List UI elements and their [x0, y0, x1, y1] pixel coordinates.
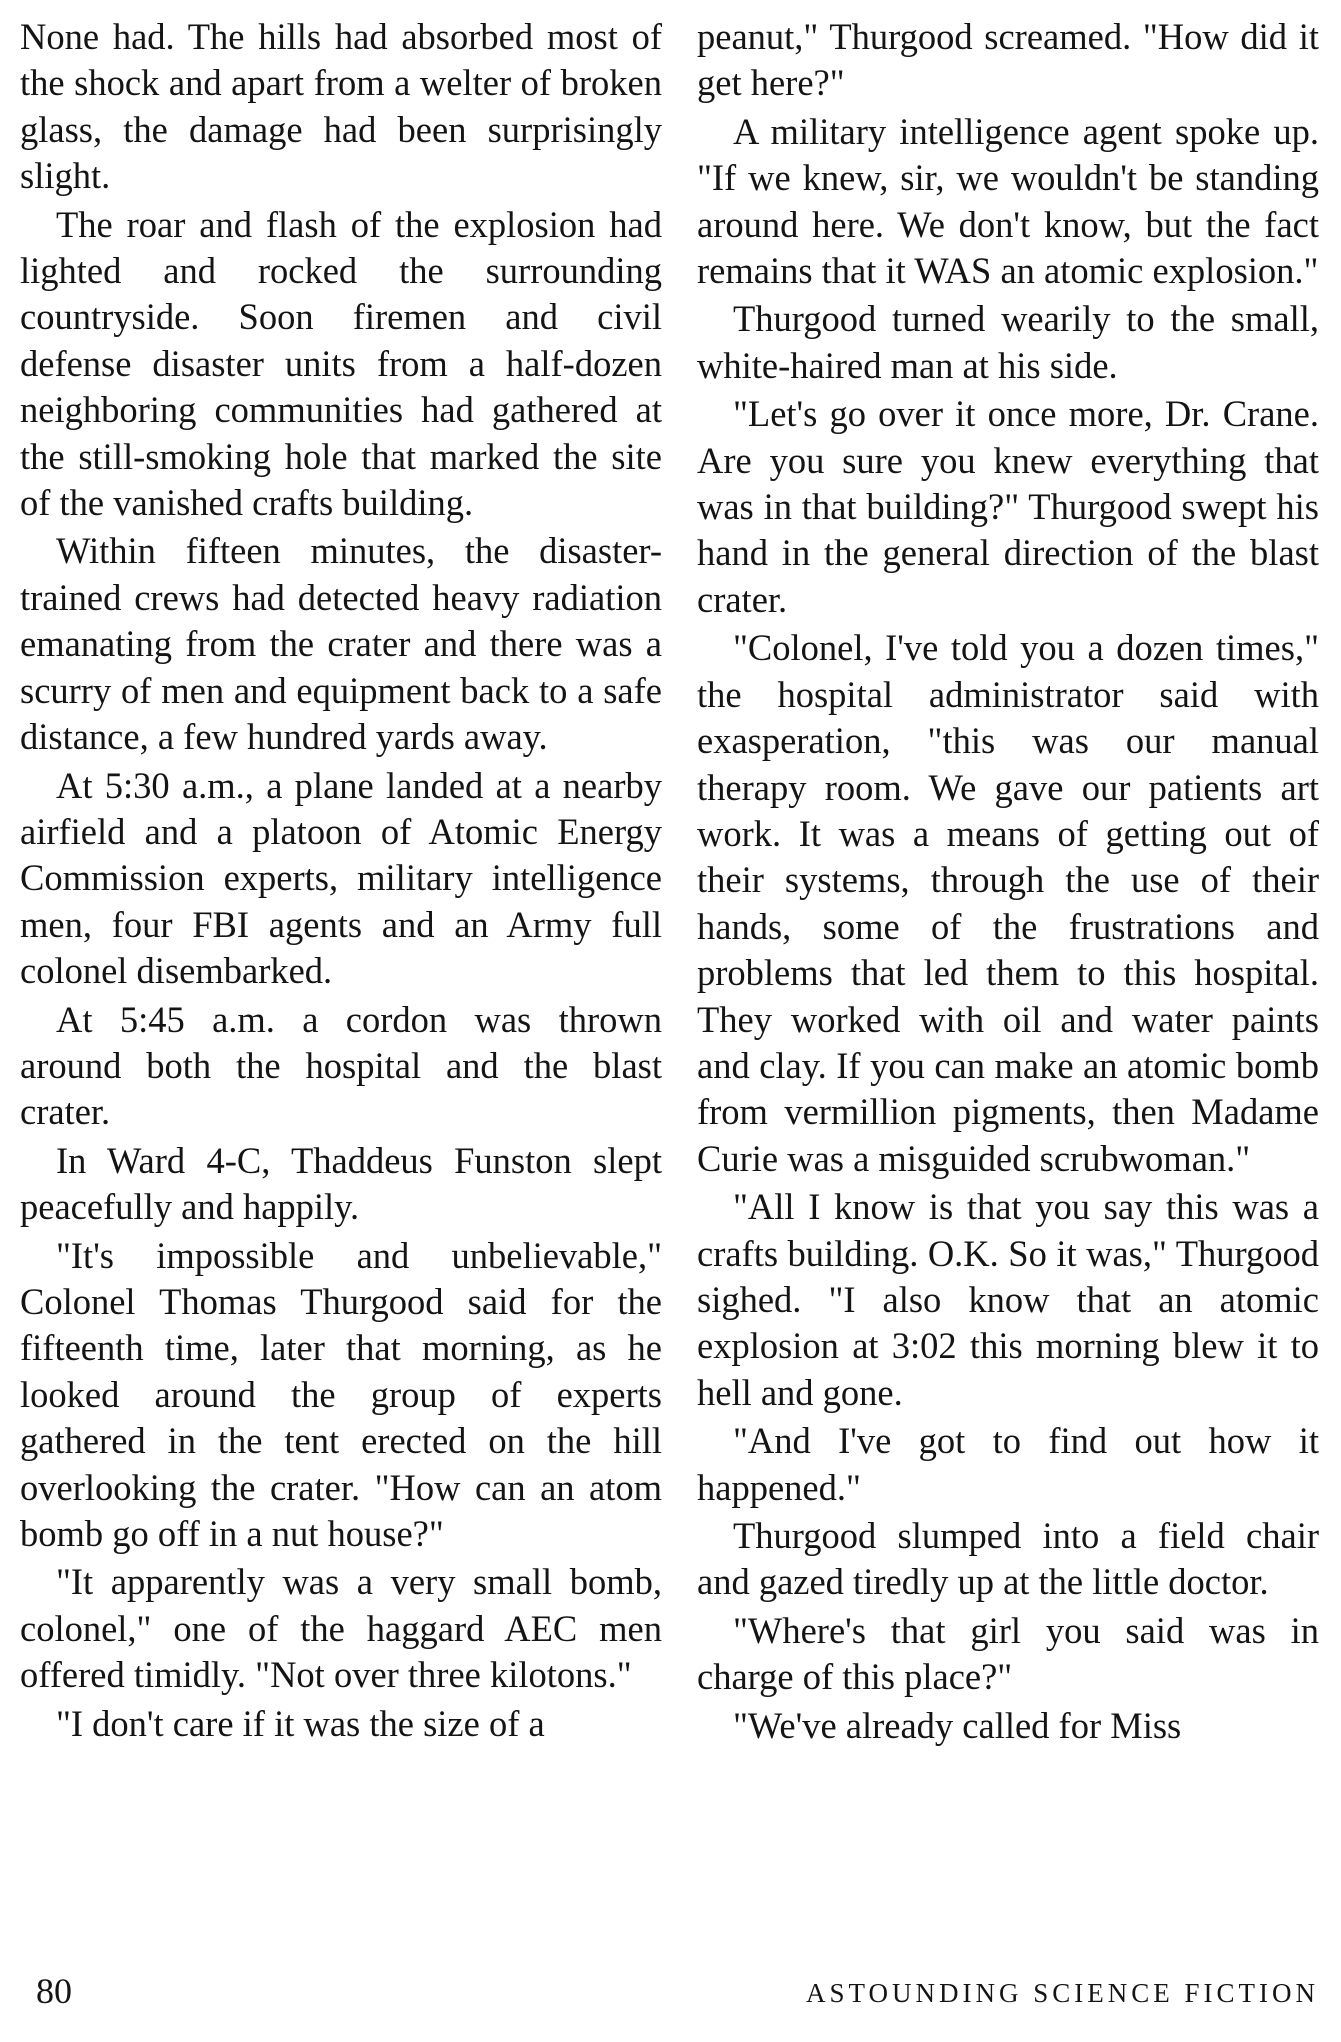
- paragraph: "We've already called for Miss: [733, 1704, 1182, 1746]
- paragraph: "And I've got to find out how it happened.": [697, 1420, 1319, 1508]
- page-footer: [0, 1968, 1341, 2018]
- paragraph: "It's impossible and unbelievable," Colonel Thomas Thurgood said for the fifteenth time, later that morning, as he looked around the group of experts gathered in the tent erected on the hill overlooking the crater. "How can an atom bomb go off in a nut house?": [20, 1234, 662, 1554]
- paragraph: Thurgood turned wearily to the small, white-haired man at his side.: [697, 298, 1319, 386]
- paragraph: "Let's go over it once more, Dr. Crane. Are you sure you knew everything that was in that building?" Thurgood swept his hand in the general direction of the blast crater.: [697, 393, 1319, 620]
- paragraph: Thurgood slumped into a field chair and gazed tiredly up at the little doctor.: [697, 1515, 1319, 1603]
- paragraph: "Where's that girl you said was in charge of this place?": [697, 1609, 1319, 1698]
- paragraph: A military intelligence agent spoke up. "If we knew, sir, we wouldn't be standing around here. We don't know, but the fact remains that it WAS an atomic explosion.": [697, 110, 1319, 292]
- paragraph: Within fifteen minutes, the disaster-trained crews had detected heavy radiation emanating from the crater and there was a scurry of men and equipment back to a safe distance, a few hundred yards away.: [20, 530, 662, 758]
- left-text-column: [20, 14, 662, 1749]
- right-text-column: [697, 14, 1319, 1751]
- running-title: ASTOUNDING SCIENCE FICTION: [805, 1978, 1319, 2008]
- paragraph: None had. The hills had absorbed most of the shock and apart from a welter of broken glass, the damage had been surprisingly slight.: [20, 16, 662, 197]
- paragraph: At 5:30 a.m., a plane landed at a nearby airfield and a platoon of Atomic Energy Commission experts, military intelligence men, four FBI agents and an Army full colonel disembarked.: [20, 764, 662, 992]
- page-number: 80: [36, 1971, 72, 2011]
- paragraph: At 5:45 a.m. a cordon was thrown around both the hospital and the blast crater.: [20, 998, 662, 1133]
- paragraph: "All I know is that you say this was a crafts building. O.K. So it was," Thurgood sighed. "I also know that an atomic explosion at 3:02 this morning blew it to hell and gone.: [697, 1186, 1319, 1413]
- paragraph: The roar and flash of the explosion had lighted and rocked the surrounding countryside. Soon firemen and civil defense disaster units from a half-dozen neighboring communities had gathered at the still-smoking hole that marked the site of the vanished crafts building.: [20, 203, 662, 524]
- paragraph: "It apparently was a very small bomb, colonel," one of the haggard AEC men offered timidly. "Not over three kilotons.": [20, 1561, 662, 1696]
- paragraph: peanut," Thurgood screamed. "How did it get here?": [697, 16, 1319, 104]
- paragraph: "Colonel, I've told you a dozen times," the hospital administrator said with exasperation, "this was our manual therapy room. We gave our patients art work. It was a means of getting out of their systems, through the use of their hands, some of the frustrations and problems that led them to this hospital. They worked with oil and water paints and clay. If you can make an atomic bomb from vermillion pigments, then Madame Curie was a misguided scrubwoman.": [697, 627, 1319, 1179]
- paragraph: "I don't care if it was the size of a: [56, 1702, 545, 1744]
- paragraph: In Ward 4-C, Thaddeus Funston slept peacefully and happily.: [20, 1139, 662, 1228]
